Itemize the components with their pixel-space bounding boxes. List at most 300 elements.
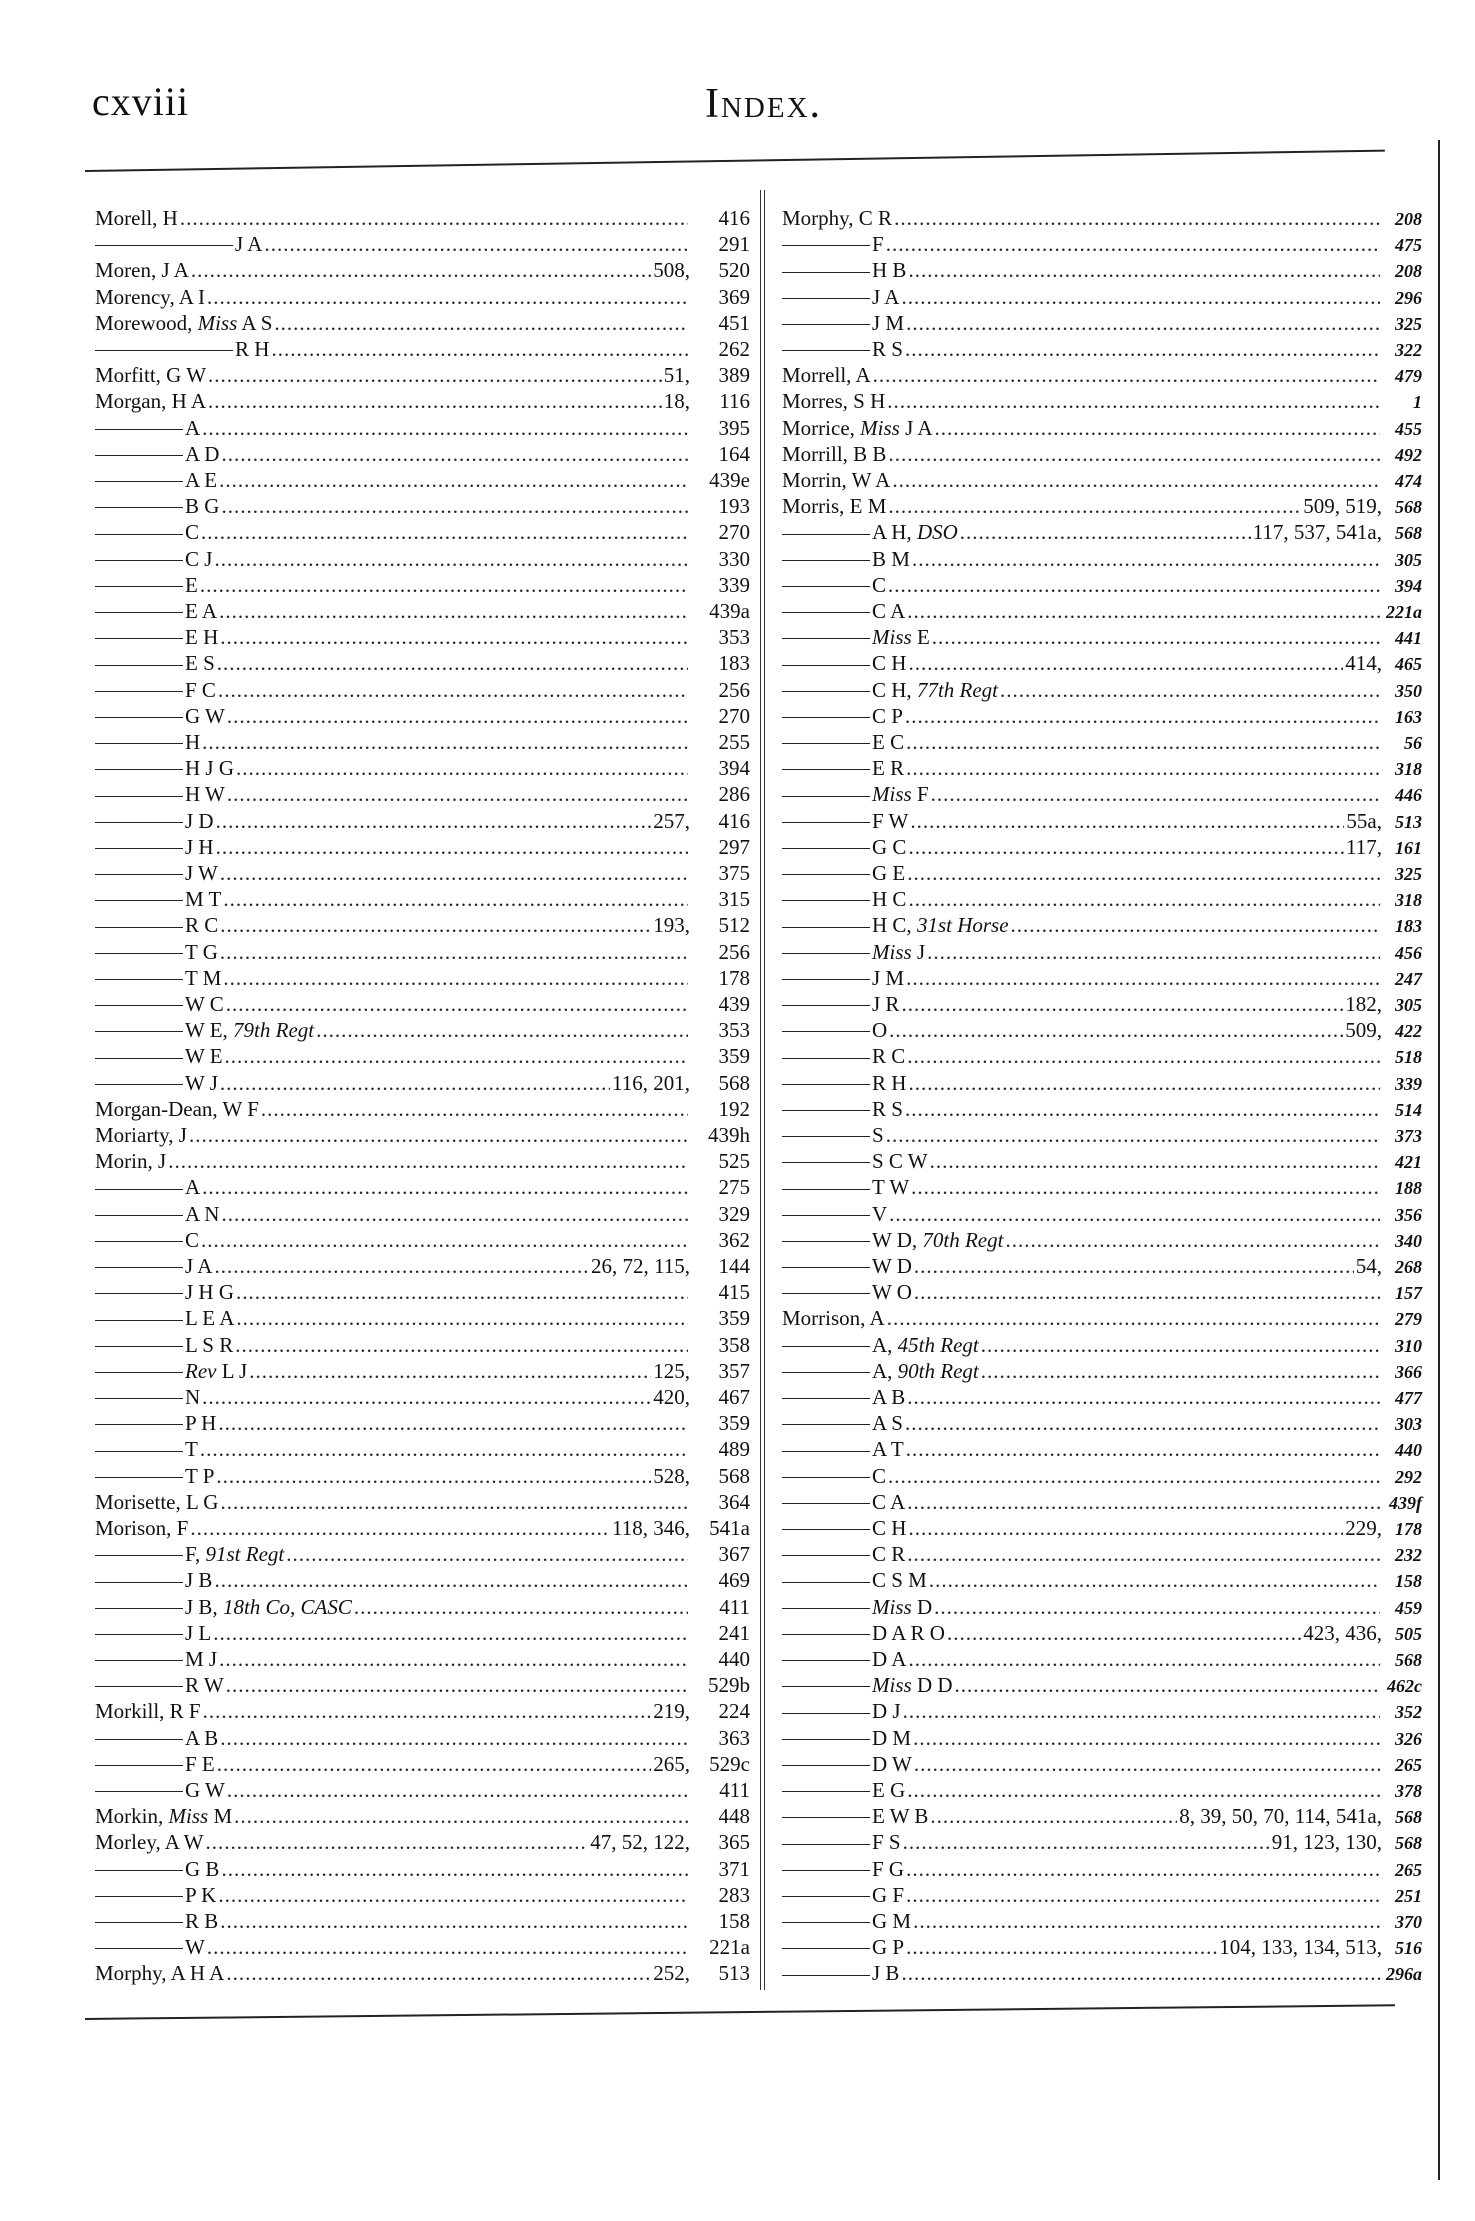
dot-leader — [236, 1280, 688, 1305]
entry-page: 513 — [718, 1961, 750, 1986]
dot-leader — [236, 756, 688, 781]
dot-leader — [208, 389, 662, 414]
entry-page: 439f — [1389, 1492, 1422, 1513]
entry-name: Morin, J — [95, 1149, 167, 1174]
entry-name: W E — [95, 1044, 223, 1069]
entry-name: G F — [782, 1883, 904, 1908]
entry-name: Morris, E M — [782, 494, 887, 519]
index-entry — [782, 311, 1422, 337]
entry-name: R C — [95, 913, 218, 938]
entry-page: 283 — [718, 1882, 750, 1907]
entry-name: Moriarty, J — [95, 1123, 187, 1147]
dot-leader — [220, 940, 688, 965]
entry-page: 329 — [718, 1201, 750, 1226]
entry-page: 163 — [1395, 706, 1422, 727]
dot-leader — [274, 311, 688, 336]
dot-leader — [223, 966, 688, 991]
entry-extra-pages: 118, 346, — [612, 1516, 690, 1540]
dot-leader — [906, 756, 1380, 781]
index-entry — [95, 756, 750, 782]
dot-leader — [316, 1018, 688, 1043]
index-entry — [782, 1359, 1422, 1385]
index-entry — [782, 1071, 1422, 1097]
dot-leader — [907, 599, 1380, 624]
entry-extra-pages: 252, — [653, 1961, 690, 1986]
entry-page: 395 — [718, 415, 750, 440]
entry-name: B M — [782, 547, 910, 572]
entry-name: Morency, A I — [95, 284, 206, 309]
entry-page: 303 — [1395, 1414, 1422, 1435]
index-entry — [782, 782, 1422, 808]
entry-page: 262 — [718, 337, 750, 361]
index-entry — [95, 1490, 750, 1516]
entry-page: 366 — [1395, 1361, 1422, 1382]
entry-page: 116 — [719, 389, 750, 414]
index-entry — [95, 1228, 750, 1254]
dot-leader — [354, 1595, 688, 1620]
entry-page: 247 — [1395, 968, 1422, 989]
index-entry — [782, 1228, 1422, 1254]
entry-name: E R — [782, 756, 904, 781]
entry-extra-pages: 265, — [653, 1751, 690, 1776]
entry-name: F, 91st Regt — [95, 1542, 284, 1567]
entry-name: G W — [95, 704, 225, 729]
dot-leader — [888, 494, 1301, 519]
entry-name: F C — [95, 678, 216, 703]
index-entry — [95, 1961, 750, 1987]
dot-leader — [907, 861, 1380, 886]
dot-leader — [227, 782, 688, 807]
entry-page: 286 — [718, 782, 750, 807]
index-entry — [95, 1202, 750, 1228]
dot-leader — [220, 1909, 688, 1934]
entry-page: 352 — [1395, 1702, 1422, 1723]
entry-page: 158 — [718, 1909, 750, 1933]
entry-extra-pages: 508, — [653, 258, 690, 283]
dot-leader — [226, 1673, 688, 1698]
entry-name: L S R — [95, 1333, 233, 1358]
entry-name: C J — [95, 547, 212, 572]
entry-name: Miss F — [782, 782, 929, 807]
entry-page: 440 — [1395, 1440, 1422, 1461]
entry-name: A H, DSO — [782, 520, 958, 545]
index-entry — [782, 1464, 1422, 1490]
dot-leader — [206, 1830, 589, 1855]
entry-name: R S — [782, 1097, 903, 1122]
dot-leader — [903, 1699, 1380, 1724]
index-entry — [95, 1752, 750, 1778]
entry-page: 188 — [1395, 1178, 1422, 1199]
dot-leader — [901, 285, 1380, 310]
dot-leader — [908, 258, 1380, 283]
index-entry — [782, 1333, 1422, 1359]
dot-leader — [221, 494, 688, 519]
index-entry — [782, 756, 1422, 782]
entry-name: R S — [782, 337, 903, 362]
entry-page: 440 — [718, 1647, 750, 1671]
index-entry — [95, 1123, 750, 1149]
entry-name: J D — [95, 809, 214, 834]
entry-name: D A R O — [782, 1621, 945, 1646]
dot-leader — [235, 1333, 688, 1358]
index-entry — [782, 1490, 1422, 1516]
entry-name: F W — [782, 809, 908, 834]
index-entry — [782, 599, 1422, 625]
entry-name: W D, 70th Regt — [782, 1228, 1003, 1253]
entry-page: 164 — [718, 441, 750, 466]
index-entry — [782, 1306, 1422, 1332]
entry-name: T P — [95, 1464, 214, 1489]
entry-page: 296 — [1395, 287, 1422, 308]
index-entry — [95, 442, 750, 468]
index-entry — [782, 625, 1422, 651]
entry-page: 178 — [1395, 1519, 1422, 1539]
entry-name: C A — [782, 1490, 905, 1515]
index-entry — [782, 1542, 1422, 1568]
entry-extra-pages: 26, 72, 115, — [591, 1254, 690, 1278]
index-entry — [95, 835, 750, 861]
index-entry — [782, 363, 1422, 389]
entry-name: J B — [95, 1568, 212, 1593]
dot-leader — [236, 1306, 688, 1331]
dot-leader — [905, 1097, 1380, 1122]
page-edge-line — [1438, 140, 1440, 2180]
index-entry — [95, 1542, 750, 1568]
index-entry — [95, 1621, 750, 1647]
entry-name: Morkill, R F — [95, 1699, 201, 1724]
entry-page: 465 — [1395, 654, 1422, 675]
entry-name: J W — [95, 861, 218, 886]
dot-leader — [203, 1699, 652, 1724]
entry-name: Morrin, W A — [782, 468, 891, 492]
entry-name: W D — [782, 1254, 912, 1279]
entry-name: T W — [782, 1175, 909, 1200]
index-entry — [782, 1804, 1422, 1830]
index-entry — [95, 1516, 750, 1542]
dot-leader — [932, 625, 1380, 650]
entry-name: T M — [95, 966, 221, 991]
index-entry — [782, 913, 1422, 939]
entry-name: T — [95, 1437, 198, 1462]
entry-page: 568 — [1395, 1833, 1422, 1854]
dot-leader — [886, 232, 1380, 257]
entry-page: 456 — [1395, 942, 1422, 963]
index-entry — [95, 1647, 750, 1673]
dot-leader — [908, 887, 1380, 912]
index-entry — [95, 520, 750, 546]
entry-page: 492 — [1395, 444, 1422, 465]
top-rule — [85, 150, 1385, 172]
entry-name: W C — [95, 992, 224, 1017]
dot-leader — [889, 1202, 1380, 1227]
index-entry — [782, 1752, 1422, 1778]
dot-leader — [214, 547, 688, 572]
index-entry — [95, 861, 750, 887]
index-entry — [95, 1464, 750, 1490]
entry-name: Morgan-Dean, W F — [95, 1096, 259, 1121]
entry-page: 291 — [718, 232, 750, 257]
entry-name: Morfitt, G W — [95, 363, 207, 388]
entry-page: 357 — [718, 1358, 750, 1383]
dot-leader — [202, 730, 688, 755]
dot-leader — [894, 206, 1380, 231]
index-entry — [95, 1411, 750, 1437]
index-entry — [95, 1097, 750, 1123]
entry-extra-pages: 104, 133, 134, 513, — [1219, 1935, 1382, 1960]
entry-name: R C — [782, 1044, 905, 1069]
entry-extra-pages: 420, — [653, 1385, 690, 1409]
entry-name: M J — [95, 1647, 217, 1672]
entry-page: 462c — [1387, 1676, 1422, 1697]
entry-page: 513 — [1395, 811, 1422, 832]
entry-page: 221a — [1386, 602, 1422, 622]
dot-leader — [955, 1673, 1380, 1698]
dot-leader — [906, 1935, 1217, 1960]
dot-leader — [906, 966, 1380, 991]
dot-leader — [200, 1437, 688, 1462]
dot-leader — [200, 573, 688, 598]
entry-extra-pages: 509, — [1345, 1018, 1382, 1043]
dot-leader — [960, 520, 1251, 545]
entry-name: C — [95, 520, 199, 545]
index-entry — [95, 1857, 750, 1883]
dot-leader — [220, 1726, 688, 1751]
index-entry — [95, 1437, 750, 1463]
entry-name: R B — [95, 1909, 218, 1934]
dot-leader — [217, 1752, 651, 1777]
entry-name: O — [782, 1018, 887, 1043]
entry-name: E — [95, 573, 198, 598]
dot-leader — [930, 1149, 1380, 1174]
entry-name: E G — [782, 1778, 905, 1803]
dot-leader — [907, 1044, 1380, 1069]
entry-name: A B — [782, 1385, 905, 1410]
entry-page: 467 — [718, 1385, 750, 1409]
entry-page: 520 — [718, 258, 750, 283]
index-entry — [95, 547, 750, 573]
entry-name: M T — [95, 887, 221, 912]
entry-page: 505 — [1395, 1623, 1422, 1644]
entry-page: 389 — [718, 363, 750, 388]
dot-leader — [906, 730, 1380, 755]
dot-leader — [216, 1464, 651, 1489]
index-entry — [95, 1071, 750, 1097]
entry-name: D J — [782, 1699, 901, 1724]
entry-name: C H, 77th Regt — [782, 678, 998, 703]
entry-page: 256 — [718, 677, 750, 702]
dot-leader — [907, 1385, 1380, 1410]
entry-name: W E, 79th Regt — [95, 1018, 314, 1043]
index-entry — [782, 704, 1422, 730]
dot-leader — [908, 1647, 1380, 1672]
entry-name: A — [95, 1175, 200, 1200]
entry-page: 371 — [718, 1856, 750, 1881]
index-entry — [95, 1280, 750, 1306]
index-entry — [782, 678, 1422, 704]
entry-name: H B — [782, 258, 906, 283]
entry-name: C — [95, 1228, 199, 1253]
entry-page: 310 — [1395, 1335, 1422, 1356]
entry-name: S — [782, 1123, 884, 1148]
entry-page: 421 — [1395, 1152, 1422, 1173]
index-entry — [782, 809, 1422, 835]
dot-leader — [947, 1621, 1301, 1646]
index-entry — [782, 573, 1422, 599]
entry-name: E A — [95, 599, 217, 624]
dot-leader — [1005, 1228, 1380, 1253]
entry-name: Miss D D — [782, 1673, 953, 1698]
dot-leader — [220, 625, 688, 650]
index-entry — [95, 1726, 750, 1752]
entry-page: 394 — [1395, 575, 1422, 596]
entry-name: C H — [782, 1516, 906, 1541]
entry-page: 297 — [718, 834, 750, 859]
entry-name: Morrill, B B — [782, 441, 887, 466]
entry-name: J L — [95, 1621, 211, 1646]
entry-page: 56 — [1404, 733, 1422, 753]
dot-leader — [905, 704, 1380, 729]
index-entry — [782, 337, 1422, 363]
index-entry — [782, 389, 1422, 415]
entry-page: 370 — [1395, 1912, 1422, 1932]
entry-page: 364 — [718, 1489, 750, 1514]
index-entry — [95, 1333, 750, 1359]
entry-name: W — [95, 1935, 205, 1960]
dot-leader — [901, 1961, 1380, 1986]
index-entry — [95, 363, 750, 389]
index-entry — [782, 1621, 1422, 1647]
dot-leader — [886, 1123, 1380, 1148]
index-entry — [95, 1568, 750, 1594]
entry-page: 325 — [1395, 313, 1422, 334]
entry-extra-pages: 257, — [653, 808, 690, 833]
entry-name: C H — [782, 651, 906, 676]
entry-page: 339 — [718, 572, 750, 597]
index-entry — [782, 1961, 1422, 1987]
entry-name: D A — [782, 1647, 906, 1672]
entry-page: 353 — [718, 1018, 750, 1043]
index-entry — [782, 1123, 1422, 1149]
entry-page: 359 — [718, 1044, 750, 1069]
dot-leader — [927, 940, 1380, 965]
dot-leader — [888, 573, 1380, 598]
entry-name: Rev L J — [95, 1359, 247, 1384]
index-entry — [782, 468, 1422, 494]
entry-name: A T — [782, 1437, 904, 1462]
entry-extra-pages: 51, — [663, 363, 690, 388]
entry-page: 439a — [709, 599, 750, 623]
index-entry — [95, 206, 750, 232]
index-entry — [95, 258, 750, 284]
dot-leader — [217, 651, 688, 676]
dot-leader — [226, 992, 688, 1017]
entry-page: 441 — [1395, 628, 1422, 649]
index-entry — [782, 1044, 1422, 1070]
dot-leader — [213, 1621, 688, 1646]
entry-page: 305 — [1395, 995, 1422, 1015]
entry-page: 241 — [718, 1620, 750, 1645]
entry-page: 255 — [718, 730, 750, 754]
dot-leader — [214, 1254, 589, 1279]
entry-name: G P — [782, 1935, 904, 1960]
dot-leader — [888, 1464, 1380, 1489]
index-entry — [782, 940, 1422, 966]
entry-page: 378 — [1395, 1781, 1422, 1801]
dot-leader — [887, 389, 1380, 414]
index-entry — [782, 1175, 1422, 1201]
entry-name: N — [95, 1385, 200, 1410]
entry-name: C P — [782, 704, 903, 729]
entry-page: 439e — [709, 468, 750, 492]
dot-leader — [913, 1726, 1380, 1751]
index-entry — [782, 442, 1422, 468]
index-entry — [95, 1044, 750, 1070]
entry-name: A D — [95, 442, 219, 467]
entry-name: R H — [782, 1071, 906, 1096]
dot-leader — [201, 520, 688, 545]
entry-page: 340 — [1395, 1230, 1422, 1251]
index-entry — [782, 992, 1422, 1018]
entry-name: R W — [95, 1673, 224, 1698]
index-entry — [95, 573, 750, 599]
entry-name: G B — [95, 1857, 219, 1882]
index-entry — [95, 1018, 750, 1044]
entry-name: H C — [782, 887, 906, 912]
entry-name: W J — [95, 1071, 218, 1096]
index-entry — [95, 468, 750, 494]
entry-page: 208 — [1395, 261, 1422, 282]
dot-leader — [888, 442, 1380, 467]
index-entry — [782, 966, 1422, 992]
dot-leader — [202, 1385, 651, 1410]
entry-name: G E — [782, 861, 905, 886]
dot-leader — [168, 1149, 688, 1174]
entry-name: G W — [95, 1778, 225, 1803]
index-entry — [95, 1175, 750, 1201]
dot-leader — [264, 232, 688, 257]
entry-name: R H — [95, 337, 269, 362]
entry-name: Morgan, H A — [95, 389, 207, 414]
dot-leader — [220, 1490, 688, 1515]
index-entry — [782, 887, 1422, 913]
index-entry — [95, 704, 750, 730]
dot-leader — [981, 1359, 1380, 1384]
dot-leader — [202, 1175, 688, 1200]
dot-leader — [218, 678, 688, 703]
dot-leader — [225, 1044, 688, 1069]
index-entry — [95, 494, 750, 520]
entry-page: 292 — [1395, 1466, 1422, 1487]
dot-leader — [249, 1359, 651, 1384]
entry-extra-pages: 219, — [653, 1699, 690, 1724]
index-entry — [782, 651, 1422, 677]
entry-name: J M — [782, 966, 904, 991]
entry-page: 158 — [1395, 1571, 1422, 1592]
entry-page: 411 — [719, 1594, 750, 1619]
index-entry — [782, 1699, 1422, 1725]
index-entry — [95, 285, 750, 311]
index-entry — [782, 1909, 1422, 1935]
entry-name: Morell, H — [95, 206, 178, 230]
index-entry — [782, 730, 1422, 756]
entry-name: S C W — [782, 1149, 928, 1174]
dot-leader — [227, 1778, 688, 1803]
dot-leader — [903, 1830, 1270, 1855]
entry-name: J H — [95, 835, 214, 860]
entry-page: 529c — [709, 1751, 750, 1776]
index-entry — [95, 678, 750, 704]
entry-name: A S — [782, 1411, 903, 1436]
